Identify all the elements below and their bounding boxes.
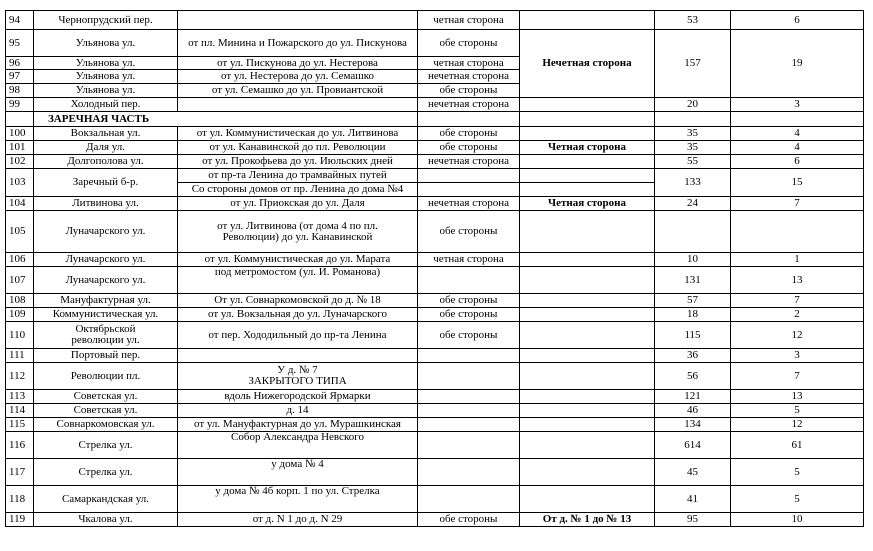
table-row: 98 Ульянова ул. от ул. Семашко до ул. Провиантской обе стороны (6, 84, 864, 98)
table-row: Со стороны домов от пр. Ленина до дома №4 (6, 183, 864, 197)
table-row: 109 Коммунистическая ул. от ул. Вокзальная до ул. Луначарского обе стороны 18 2 (6, 308, 864, 322)
table-row: 116 Стрелка ул. Собор Александра Невского 614 61 (6, 432, 864, 459)
table-row: 101 Даля ул. от ул. Канавинской до пл. Революции обе стороны Четная сторона 35 4 (6, 141, 864, 155)
table-row: 113 Советская ул. вдоль Нижегородской Ярмарки 121 13 (6, 390, 864, 404)
table-row: 100 Вокзальная ул. от ул. Коммунистическая до ул. Литвинова обе стороны 35 4 (6, 127, 864, 141)
table-row: 96 Ульянова ул. от ул. Пискунова до ул. Нестерова четная сторона (6, 57, 864, 70)
table-row: 106 Луначарского ул. от ул. Коммунистическая до ул. Марата четная сторона 10 1 (6, 253, 864, 267)
table-row: 112 Революции пл. У д. № 7 ЗАКРЫТОГО ТИПА 56 7 (6, 363, 864, 390)
table-row: 110 Октябрьской революции ул. от пер. Хододильный до пр-та Ленина обе стороны 115 12 (6, 322, 864, 349)
table-row: 104 Литвинова ул. от ул. Приокская до ул. Даля нечетная сторона Четная сторона 24 7 (6, 197, 864, 211)
parking-table (5, 10, 864, 527)
table-row: 111 Портовый пер. 36 3 (6, 349, 864, 363)
table-row: 117 Стрелка ул. у дома № 4 45 5 (6, 459, 864, 486)
count-b-merged: 19 (731, 30, 864, 98)
table-row: 115 Совнаркомовская ул. от ул. Мануфактурная до ул. Мурашкинская 134 12 (6, 418, 864, 432)
table-row: 119 Чкалова ул. от д. N 1 до д. N 29 обе стороны От д. № 1 до № 13 95 10 (6, 513, 864, 527)
table-row: 99 Холодный пер. нечетная сторона 20 3 (6, 98, 864, 112)
count-a-merged: 157 (655, 30, 731, 98)
table-row: 108 Мануфактурная ул. От ул. Совнаркомовской до д. № 18 обе стороны 57 7 (6, 294, 864, 308)
table-row: 118 Самаркандская ул. у дома № 4б корп. 1 по ул. Стрелка 41 5 (6, 486, 864, 513)
table-row: 94 Чернопрудский пер. четная сторона 53 6 (6, 11, 864, 30)
table-row: 107 Луначарского ул. под метромостом (ул. И. Романова) 131 13 (6, 267, 864, 294)
table-row: 105 Луначарского ул. от ул. Литвинова (от дома 4 по пл. Революции) до ул. Канавинской обе стороны (6, 211, 864, 253)
table-row: 95 Ульянова ул. от пл. Минина и Пожарского до ул. Пискунова обе стороны Нечетная сторона 157 19 (6, 30, 864, 57)
table-row: 103 Заречный б-р. от пр-та Ленина до трамвайных путей 133 15 (6, 169, 864, 183)
table-row: 97 Ульянова ул. от ул. Нестерова до ул. Семашко нечетная сторона (6, 70, 864, 84)
section-header-row (6, 112, 864, 127)
zone-merged: Нечетная сторона (520, 30, 655, 98)
table-row: 114 Советская ул. д. 14 46 5 (6, 404, 864, 418)
table-row: 102 Долгополова ул. от ул. Прокофьева до ул. Июльских дней нечетная сторона 55 6 (6, 155, 864, 169)
section-header: ЗАРЕЧНАЯ ЧАСТЬ (34, 112, 418, 127)
